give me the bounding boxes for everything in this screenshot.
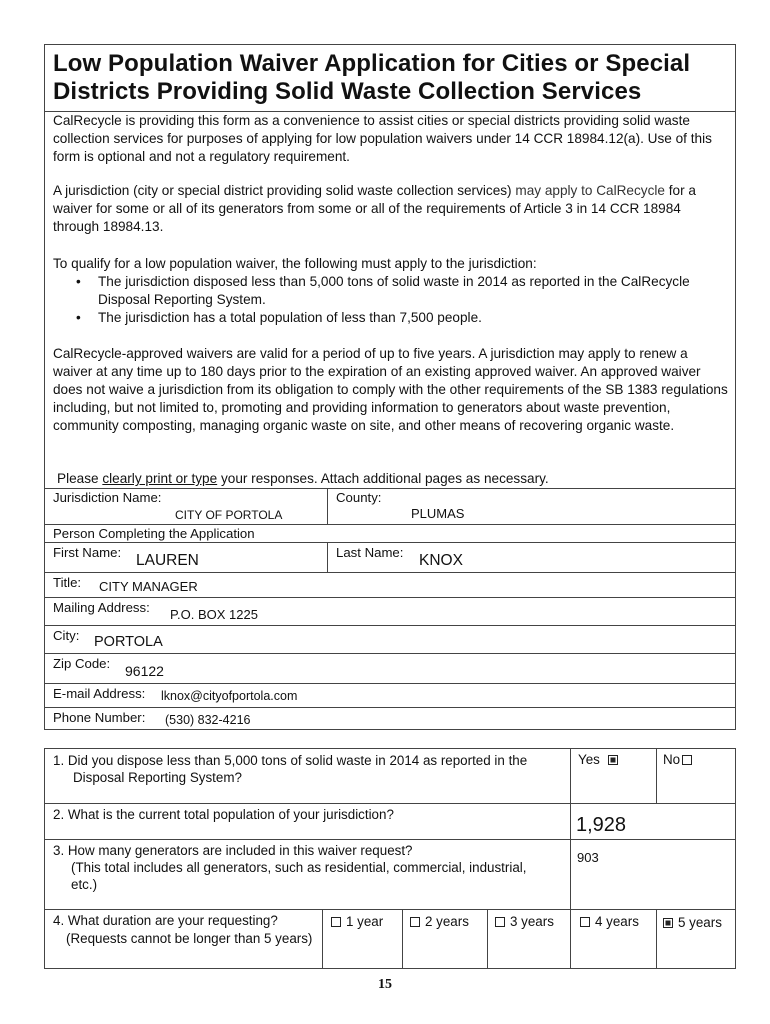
q1-no-label: No — [663, 752, 681, 767]
calrecycle-link[interactable]: may apply to CalRecycle — [515, 183, 665, 198]
divider — [322, 909, 323, 969]
instructions-b: your responses. Attach additional pages as necessary. — [217, 471, 549, 486]
divider — [570, 909, 571, 969]
intro-paragraph-1: CalRecycle is providing this form as a convenience to assist cities or special districts providing solid waste collection services for purposes of applying for low population waivers under 14 CCR 18984.12(a). Use of this form is optional and not a regulatory requirement. — [53, 113, 712, 164]
checkbox-checked-icon[interactable] — [608, 755, 618, 765]
option-label: 4 years — [595, 914, 639, 929]
divider — [44, 625, 736, 626]
instructions-line — [57, 470, 732, 488]
question-3: 3. How many generators are included in this waiver request? — [53, 843, 413, 858]
divider — [402, 909, 403, 969]
person-heading: Person Completing the Application — [53, 526, 255, 541]
jurisdiction-label: Jurisdiction Name: — [53, 490, 162, 505]
zip-code-label: Zip Code: — [53, 656, 111, 671]
divider — [44, 839, 736, 840]
q1-no-option[interactable] — [663, 751, 697, 769]
divider — [44, 803, 736, 804]
instructions-a: Please — [57, 471, 103, 486]
phone-label: Phone Number: — [53, 710, 146, 725]
intro-p2-a: A jurisdiction (city or special district providing solid waste collection services) — [53, 183, 516, 198]
checkbox-icon[interactable] — [495, 917, 505, 927]
checkbox-icon[interactable] — [331, 917, 341, 927]
county-field[interactable]: PLUMAS — [411, 506, 465, 521]
duration-option-5-years[interactable] — [663, 913, 723, 933]
question-2: 2. What is the current total population of your jurisdiction? — [53, 807, 394, 822]
question-3-note: (This total includes all generators, such as residential, commercial, industrial, etc.) — [71, 860, 527, 892]
intro-paragraph-3: To qualify for a low population waiver, the following must apply to the jurisdiction: — [53, 256, 537, 271]
option-label: 3 years — [510, 914, 554, 929]
divider — [656, 909, 657, 969]
duration-option-4-years[interactable] — [580, 913, 639, 931]
mailing-address-label: Mailing Address: — [53, 600, 150, 615]
email-label: E-mail Address: — [53, 686, 146, 701]
divider — [44, 524, 736, 525]
page-number: 15 — [378, 977, 392, 992]
divider — [44, 707, 736, 708]
generators-field[interactable]: 903 — [577, 850, 599, 865]
divider — [44, 542, 736, 543]
checkbox-icon[interactable] — [410, 917, 420, 927]
list-item: • The jurisdiction disposed less than 5,000 tons of solid waste in 2014 as reported in the CalRecycle Disposal Reporting System. — [74, 273, 714, 309]
list-item: • The jurisdiction has a total population of less than 7,500 people. — [74, 309, 714, 327]
duration-option-2-years[interactable] — [410, 913, 469, 931]
divider — [44, 909, 736, 910]
question-4-note: (Requests cannot be longer than 5 years) — [66, 931, 313, 946]
city-field[interactable]: PORTOLA — [94, 634, 163, 650]
title-field[interactable]: CITY MANAGER — [99, 579, 198, 594]
question-1: 1. Did you dispose less than 5,000 tons of solid waste in 2014 as reported in the Disposal Reporting System? — [53, 753, 528, 785]
zip-code-field[interactable]: 96122 — [125, 663, 164, 679]
q1-yes-label: Yes — [578, 752, 600, 767]
option-label: 2 years — [425, 914, 469, 929]
duration-option-1-year[interactable] — [331, 913, 383, 931]
page-title: Low Population Waiver Application for Cities or Special Districts Providing Solid Waste Collection Services — [53, 50, 691, 105]
intro-paragraph-4: CalRecycle-approved waivers are valid for a period of up to five years. A jurisdiction may apply to renew a waiver at any time up to 180 days prior to the expiration of an existing approved waiver. An approved waiver does not waive a jurisdiction from its obligation to comply with the other requirements of the SB 1383 regulations including, but not limited to, promoting and providing information to generators about waste prevention, community composting, managing organic waste on site, and other means of recovering organic waste. — [53, 346, 728, 433]
checkbox-icon[interactable] — [682, 755, 692, 765]
divider — [327, 488, 328, 524]
last-name-field[interactable]: KNOX — [419, 552, 463, 569]
first-name-label: First Name: — [53, 545, 122, 560]
divider — [44, 653, 736, 654]
instructions-underlined: clearly print or type — [102, 471, 218, 486]
divider — [44, 597, 736, 598]
intro-paragraph-2 — [53, 182, 728, 236]
divider — [487, 909, 488, 969]
population-field[interactable]: 1,928 — [576, 814, 627, 836]
phone-field[interactable]: (530) 832-4216 — [165, 713, 251, 727]
q1-yes-option[interactable] — [578, 751, 623, 769]
mailing-address-field[interactable]: P.O. BOX 1225 — [170, 607, 258, 622]
last-name-label: Last Name: — [336, 545, 404, 560]
divider — [44, 572, 736, 573]
divider — [327, 542, 328, 572]
city-label: City: — [53, 628, 80, 643]
checkbox-checked-icon[interactable] — [663, 918, 673, 928]
county-label: County: — [336, 490, 382, 505]
email-field[interactable]: lknox@cityofportola.com — [161, 689, 298, 703]
option-label: 1 year — [346, 914, 384, 929]
first-name-field[interactable]: LAUREN — [136, 552, 199, 569]
title-label: Title: — [53, 575, 82, 590]
divider — [44, 488, 736, 489]
intro-p2-b: for a waiver for some or all of its generators from some or all of the requirements of Article 3 in 14 CCR 18984 through 18984.13. — [53, 183, 696, 234]
option-label: 5 years — [678, 915, 722, 930]
divider — [44, 683, 736, 684]
requirements-list — [74, 273, 714, 327]
jurisdiction-field[interactable]: CITY OF PORTOLA — [175, 508, 283, 522]
question-4: 4. What duration are your requesting? — [53, 913, 278, 928]
checkbox-icon[interactable] — [580, 917, 590, 927]
duration-option-3-years[interactable] — [495, 913, 554, 931]
divider — [656, 748, 657, 803]
